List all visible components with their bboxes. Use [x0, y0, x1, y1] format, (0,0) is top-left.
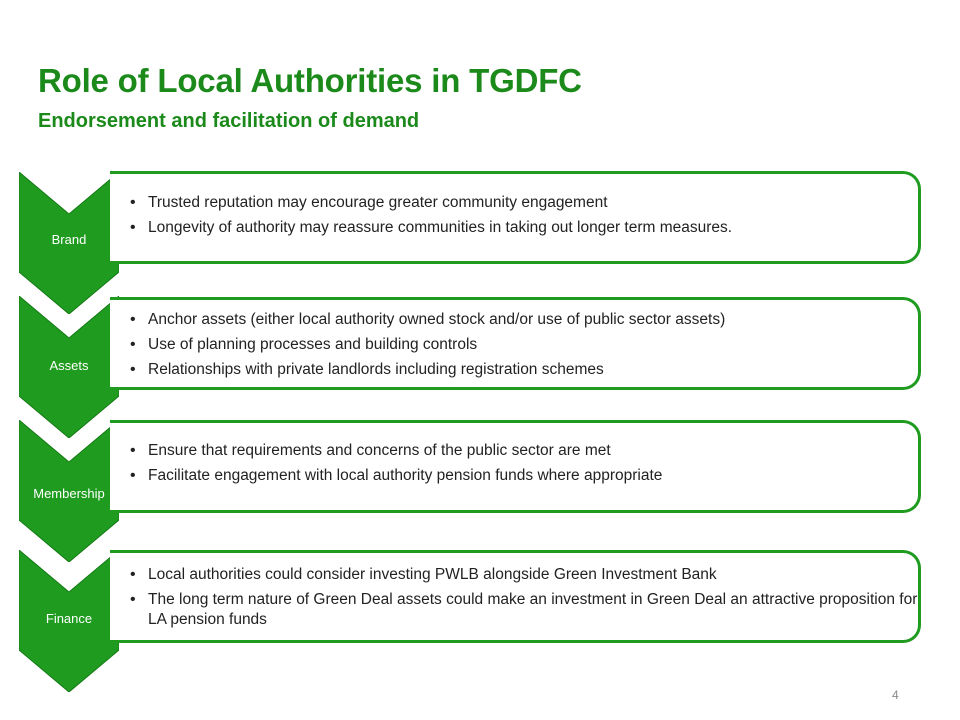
finance-chevron: [19, 550, 119, 692]
brand-bullet-list: [110, 193, 918, 238]
assets-bullet-list: [110, 310, 918, 380]
slide-title: Role of Local Authorities in TGDFC: [38, 62, 582, 99]
finance-panel: [110, 550, 921, 643]
membership-bullet-list: [110, 441, 918, 486]
finance-bullet-list: [110, 565, 918, 630]
membership-label: Membership: [33, 486, 105, 501]
finance-label: Finance: [45, 611, 93, 626]
brand-panel: [110, 171, 921, 264]
bullet-item: • Facilitate engagement with local authority pension funds where appropriate: [128, 466, 918, 486]
brand-chevron: [19, 172, 119, 314]
bullet-item: • Anchor assets (either local authority owned stock and/or use of public sector assets): [128, 310, 918, 330]
membership-panel: [110, 420, 921, 513]
slide-subtitle: Endorsement and facilitation of demand: [38, 110, 420, 132]
membership-chevron: [19, 420, 119, 562]
bullet-item: • The long term nature of Green Deal assets could make an investment in Green Deal an attractive proposition for LA pension funds: [128, 590, 918, 630]
bullet-item: • Longevity of authority may reassure communities in taking out longer term measures.: [128, 218, 918, 238]
bullet-item: • Relationships with private landlords including registration schemes: [128, 360, 918, 380]
assets-chevron: [19, 296, 119, 438]
bullet-item: • Ensure that requirements and concerns of the public sector are met: [128, 441, 918, 461]
page-number: 4: [892, 688, 899, 702]
assets-label: Assets: [49, 358, 89, 373]
bullet-item: • Trusted reputation may encourage greater community engagement: [128, 193, 918, 213]
brand-label: Brand: [51, 232, 87, 247]
bullet-item: • Local authorities could consider investing PWLB alongside Green Investment Bank: [128, 565, 918, 585]
assets-panel: [110, 297, 921, 390]
bullet-item: • Use of planning processes and building controls: [128, 335, 918, 355]
